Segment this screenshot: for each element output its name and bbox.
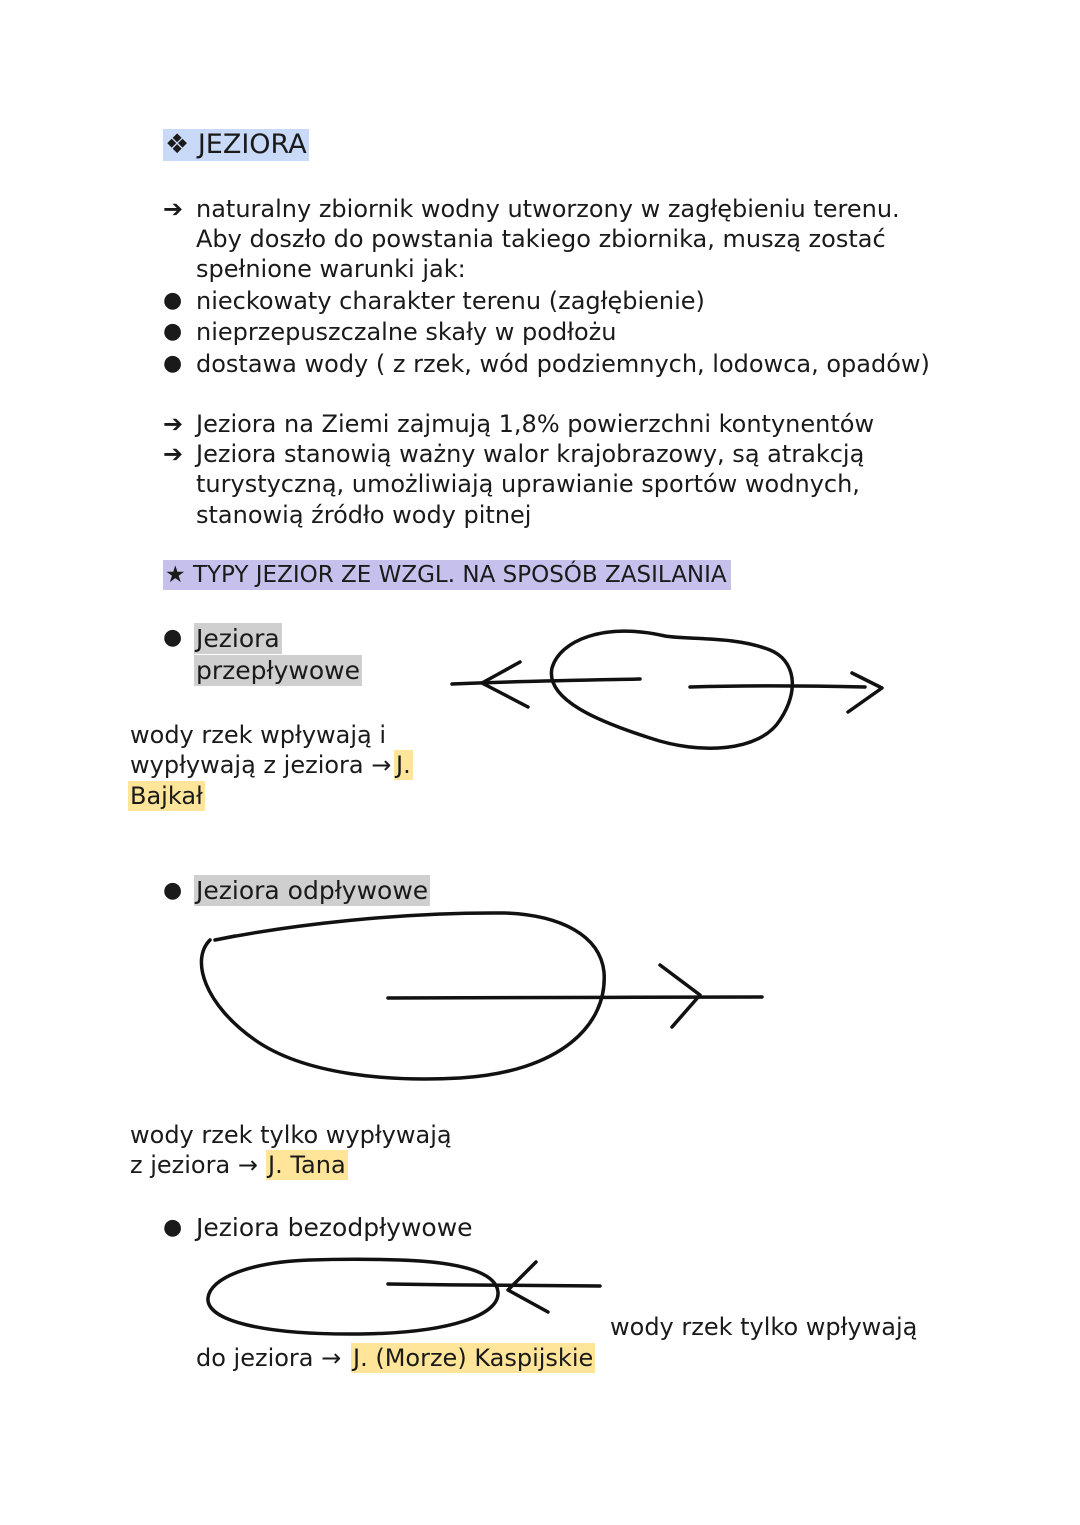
outflow-arrow-line (690, 686, 865, 687)
outflow-arrow-line (388, 997, 762, 998)
type-desc-bezodplywowe-left: do jeziora → (196, 1344, 342, 1372)
type-desc-odplywowe-2: z jeziora → (130, 1151, 258, 1179)
bullet-icon: ● (163, 625, 183, 650)
bullet-icon: ● (163, 319, 183, 344)
definition-line-1: naturalny zbiornik wodny utworzony w zagłębieniu terenu. (196, 195, 900, 223)
sketch-odplywowe (201, 913, 762, 1079)
arrow-icon: ➔ (163, 440, 184, 468)
type-desc-przeplywowe-1: wody rzek wpływają i (130, 721, 387, 749)
type-title-odplywowe: Jeziora odpływowe (196, 876, 429, 905)
fact-line: Jeziora na Ziemi zajmują 1,8% powierzchni kontynentów (196, 410, 875, 438)
definition-line-2: Aby doszło do powstania takiego zbiornika, muszą zostać (196, 225, 886, 253)
bullet-icon: ● (163, 351, 183, 376)
bullet-icon: ● (163, 878, 183, 903)
sketch-bezodplywowe (208, 1259, 600, 1334)
type-desc-bezodplywowe-right: wody rzek tylko wpływają (610, 1313, 918, 1341)
type-title-bezodplywowe: Jeziora bezodpływowe (196, 1213, 473, 1242)
section-header-text: TYPY JEZIOR ZE WZGL. NA SPOSÓB ZASILANIA (192, 562, 727, 588)
type-desc-przeplywowe-2: wypływają z jeziora → (130, 751, 392, 779)
fact-line: Jeziora stanowią ważny walor krajobrazowy, są atrakcją (196, 440, 865, 468)
type-example-odplywowe: J. Tana (268, 1151, 346, 1179)
inflow-arrow-line (452, 679, 640, 684)
bullet-icon: ● (163, 1215, 183, 1240)
page-title-text: JEZIORA (197, 129, 307, 160)
type-example-bezodplywowe: J. (Morze) Kaspijskie (353, 1344, 594, 1372)
sketch-przeplywowe (452, 631, 882, 748)
fact-line: stanowią źródło wody pitnej (196, 501, 532, 529)
inflow-arrow-head (482, 662, 528, 707)
lake-outline (551, 631, 792, 748)
condition-item: nieckowaty charakter terenu (zagłębienie) (196, 287, 705, 315)
outflow-arrow-head (848, 673, 882, 712)
definition-line-3: spełnione warunki jak: (196, 255, 466, 283)
bullet-icon: ● (163, 288, 183, 313)
star-icon: ★ (165, 562, 186, 588)
type-example-przeplywowe-2: Bajkał (130, 782, 203, 810)
type-title-przeplywowe-2: przepływowe (196, 656, 360, 685)
arrow-icon: ➔ (163, 195, 184, 223)
fact-line: turystyczną, umożliwiają uprawianie sportów wodnych, (196, 470, 860, 498)
condition-item: dostawa wody ( z rzek, wód podziemnych, lodowca, opadów) (196, 350, 930, 378)
type-example-przeplywowe-1: J. (396, 751, 411, 779)
condition-item: nieprzepuszczalne skały w podłożu (196, 318, 617, 346)
type-title-przeplywowe-1: Jeziora (196, 624, 280, 653)
type-desc-odplywowe-1: wody rzek tylko wypływają (130, 1121, 452, 1149)
diamond-icon: ❖ (165, 129, 190, 160)
inflow-arrow-line (388, 1284, 600, 1286)
lake-outline (208, 1259, 498, 1334)
arrow-icon: ➔ (163, 410, 184, 438)
